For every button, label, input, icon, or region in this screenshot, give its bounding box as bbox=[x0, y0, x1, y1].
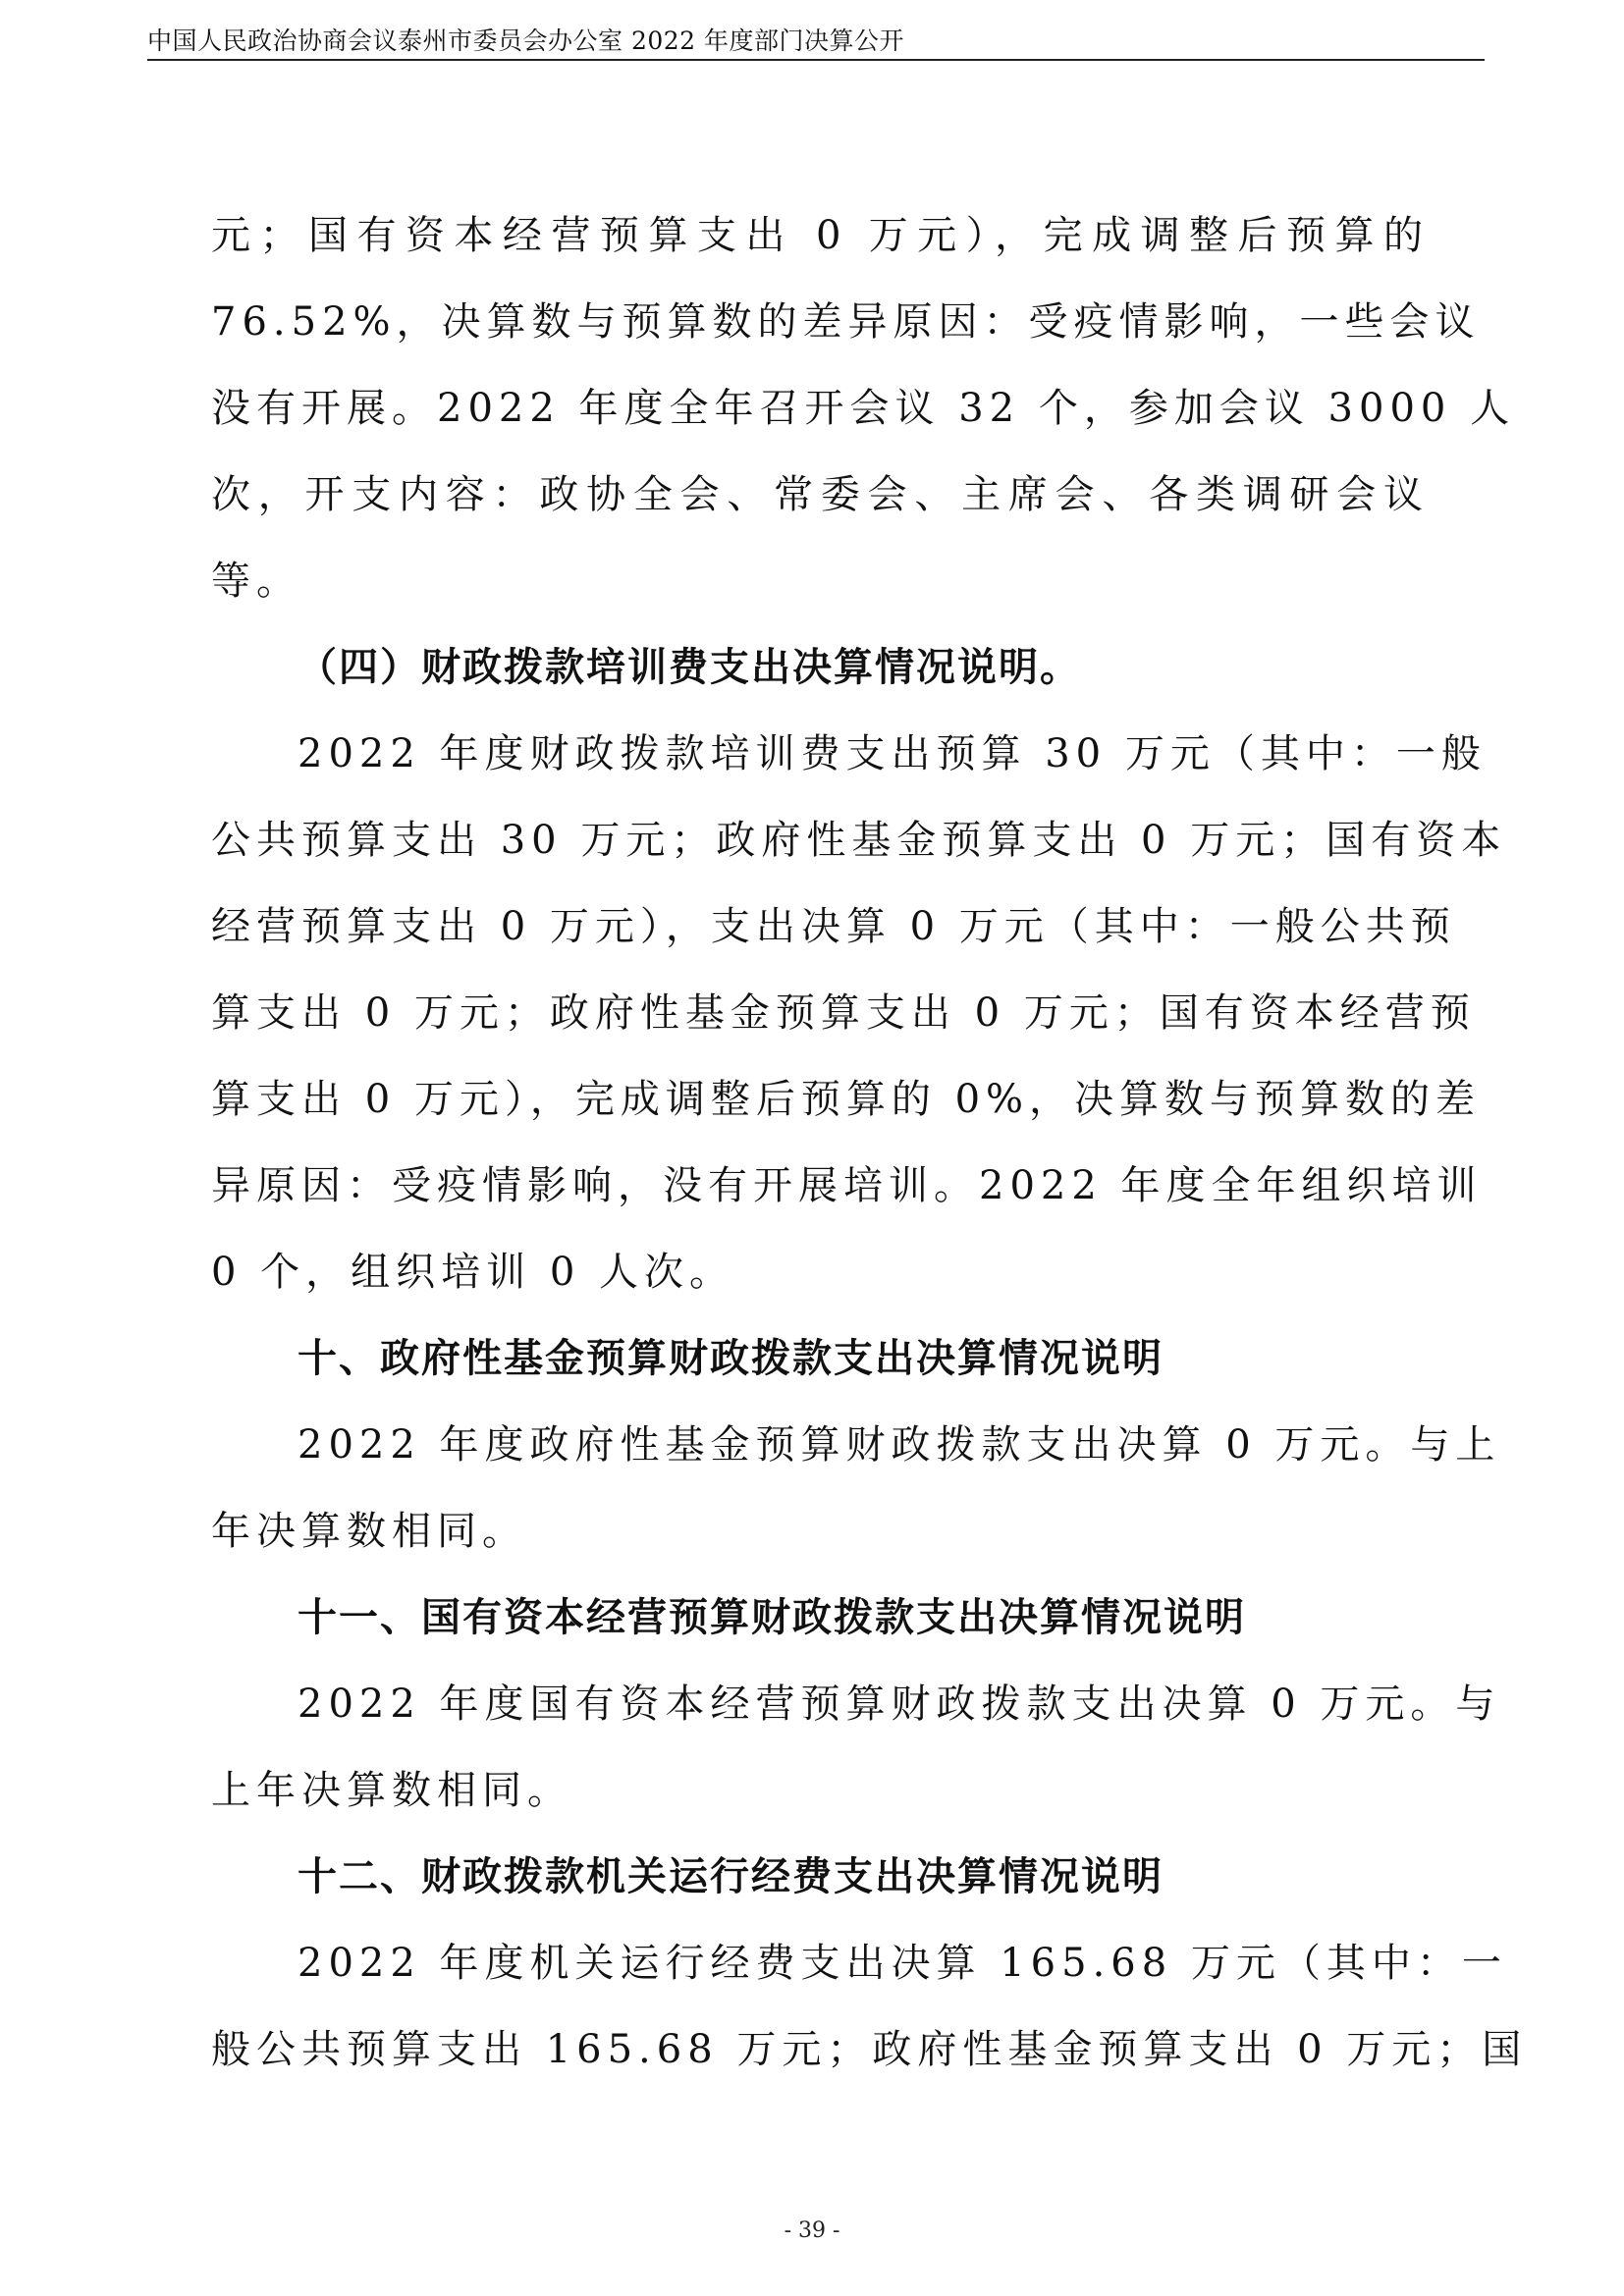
paragraph-line: 2022 年度政府性基金预算财政拨款支出决算 0 万元。与上 bbox=[298, 1422, 1501, 1468]
paragraph-line: 没有开展。2022 年度全年召开会议 32 个，参加会议 3000 人 bbox=[211, 386, 1516, 431]
page-number: - 39 - bbox=[784, 2218, 840, 2243]
section-heading: 十、政府性基金预算财政拨款支出决算情况说明 bbox=[298, 1336, 1164, 1381]
section-heading: 十一、国有资本经营预算财政拨款支出决算情况说明 bbox=[298, 1595, 1246, 1640]
section-heading: （四）财政拨款培训费支出决算情况说明。 bbox=[298, 645, 1081, 690]
paragraph-line: 次，开支内容：政协全会、常委会、主席会、各类调研会议 bbox=[211, 472, 1429, 517]
paragraph-line: 般公共预算支出 165.68 万元；政府性基金预算支出 0 万元；国 bbox=[211, 2027, 1528, 2072]
paragraph-line: 2022 年度机关运行经费支出决算 165.68 万元（其中：一 bbox=[298, 1941, 1507, 1986]
paragraph-line: 经营预算支出 0 万元），支出决算 0 万元（其中：一般公共预 bbox=[211, 904, 1456, 949]
paragraph-line: 0 个，组织培训 0 人次。 bbox=[211, 1250, 735, 1295]
paragraph-line: 元；国有资本经营预算支出 0 万元），完成调整后预算的 bbox=[211, 213, 1429, 258]
paragraph-line: 2022 年度国有资本经营预算财政拨款支出决算 0 万元。与 bbox=[298, 1682, 1501, 1727]
paragraph-line: 异原因：受疫情影响，没有开展培训。2022 年度全年组织培训 bbox=[211, 1163, 1483, 1208]
paragraph-line: 算支出 0 万元），完成调整后预算的 0%，决算数与预算数的差 bbox=[211, 1077, 1482, 1122]
header-divider bbox=[147, 59, 1485, 61]
paragraph-line: 等。 bbox=[211, 559, 301, 604]
paragraph-line: 2022 年度财政拨款培训费支出预算 30 万元（其中：一般 bbox=[298, 731, 1487, 776]
paragraph-line: 算支出 0 万元；政府性基金预算支出 0 万元；国有资本经营预 bbox=[211, 990, 1476, 1036]
paragraph-line: 年决算数相同。 bbox=[211, 1509, 527, 1554]
section-heading: 十二、财政拨款机关运行经费支出决算情况说明 bbox=[298, 1854, 1164, 1899]
document-body bbox=[211, 192, 1528, 2093]
paragraph-line: 76.52%，决算数与预算数的差异原因：受疫情影响，一些会议 bbox=[211, 299, 1481, 345]
paragraph-line: 上年决算数相同。 bbox=[211, 1768, 572, 1813]
running-header: 中国人民政治协商会议泰州市委员会办公室 2022 年度部门决算公开 bbox=[147, 27, 905, 55]
paragraph-line: 公共预算支出 30 万元；政府性基金预算支出 0 万元；国有资本 bbox=[211, 818, 1507, 863]
